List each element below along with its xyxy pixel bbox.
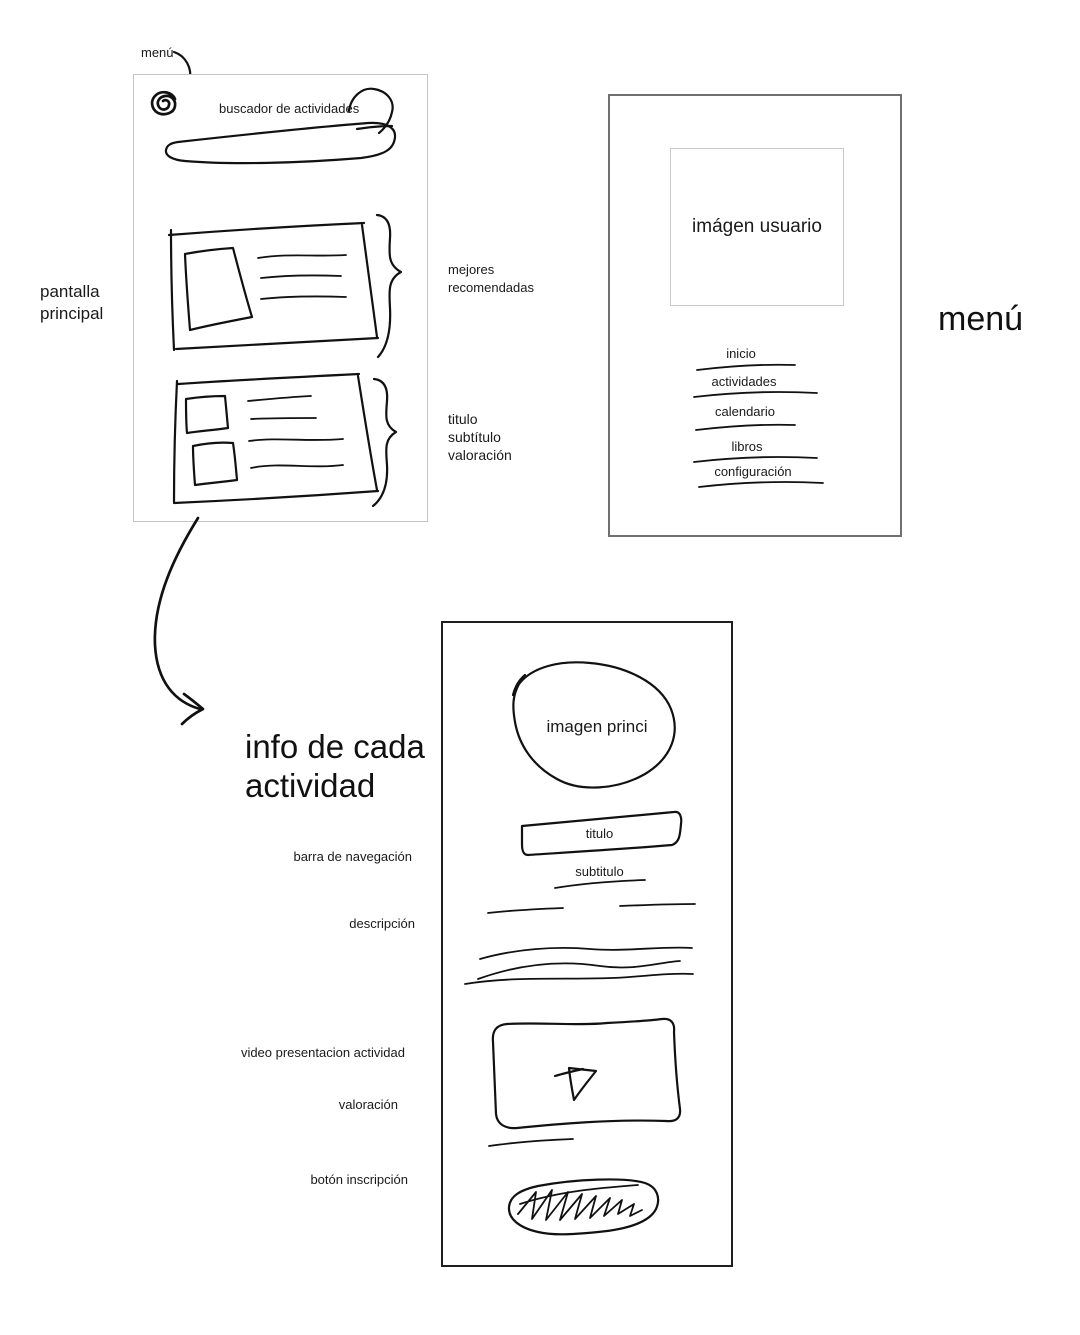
description-annotation: descripción [349,916,415,931]
video-annotation: video presentacion actividad [240,1045,405,1060]
menu-icon [149,89,181,117]
activity-video-sketch [487,1012,687,1134]
rating-annotation: valoración [338,1097,398,1112]
user-image-placeholder [670,148,844,306]
button-annotation: botón inscripción [310,1172,408,1187]
menu-item-inicio-underline [695,362,797,372]
main-screen-label-line2: principal [40,304,104,323]
menu-item-actividades-underline [692,389,819,399]
menu-item-configuracion-underline [697,479,825,489]
search-annotation: buscador de actividades [219,101,360,116]
recommended-annotation-line2: recomendadas [448,280,534,295]
activity-rating-sketch [487,1136,575,1148]
card-fields-annotation-line3: valoración [448,447,512,463]
card-fields-annotation-line1: titulo [448,411,478,427]
menu-item-libros: libros [731,439,763,454]
card-image-placeholder [185,248,252,330]
recommended-card-brace [374,211,406,361]
menu-screen-panel [608,94,902,537]
user-image-placeholder-label: imágen usuario [692,216,822,237]
activity-card-brace [371,376,401,510]
card-fields-annotation-line2: subtítulo [448,429,501,445]
recommended-annotation [448,261,534,297]
nav-annotation: barra de navegación [293,849,412,864]
activity-screen-label [245,727,425,805]
activity-screen-label-line1: info de cada [245,728,425,765]
activity-inscription-button-sketch [500,1174,664,1242]
menu-screen-label: menú [938,300,1024,338]
menu-item-configuracion: configuración [714,464,792,479]
main-screen-label [40,281,103,325]
search-bar-sketch [161,117,406,175]
menu-item-calendario-underline [694,422,797,432]
menu-callout-label: menú [141,45,174,60]
main-screen-panel [133,74,428,522]
activity-subtitle-underline [553,878,647,892]
recommended-card-sketch [166,209,406,361]
activity-card-sketch [159,369,404,509]
flow-arrow [140,510,230,735]
card-fields-annotation [448,410,512,464]
activity-subtitle-label: subtitulo [575,864,624,879]
menu-item-libros-underline [692,454,819,464]
activity-screen-panel [441,621,733,1267]
activity-description-sketch [460,896,702,992]
activity-screen-label-line2: actividad [245,767,376,804]
activity-title-label: titulo [585,826,614,841]
menu-item-inicio: inicio [726,346,756,361]
menu-item-actividades: actividades [711,374,777,389]
main-screen-label-line1: pantalla [40,282,100,301]
activity-image-label: imagen princi [546,717,648,736]
recommended-annotation-line1: mejores [448,262,495,277]
menu-item-calendario: calendario [715,404,775,419]
